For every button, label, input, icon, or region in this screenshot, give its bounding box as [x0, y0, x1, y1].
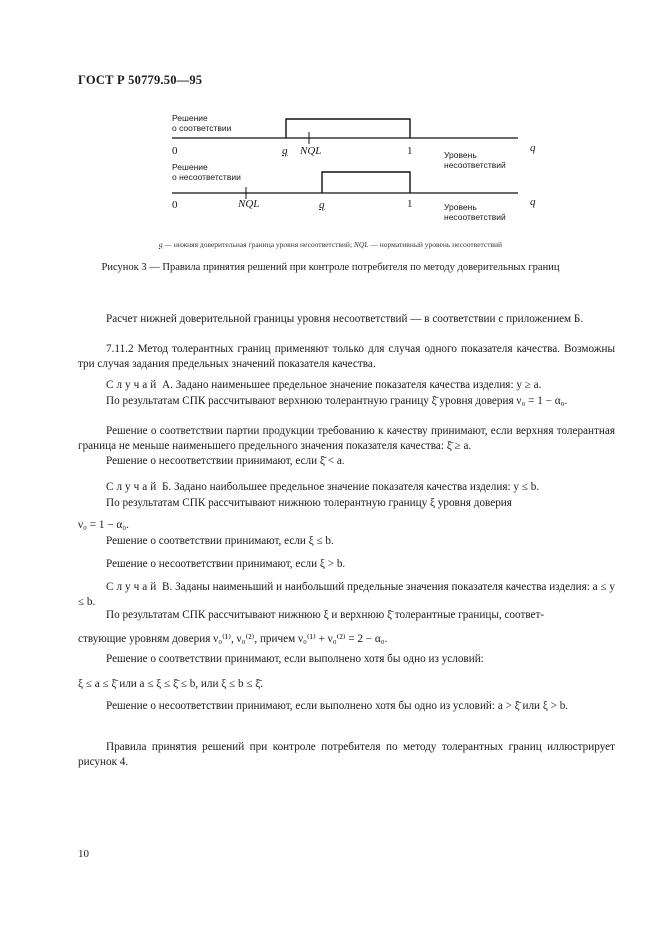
case-b-heading: Случай Б. Задано наибольшее предельное значение показателя качества изделия: y ≤ b. — [106, 481, 540, 493]
case-b-text-2: Решение о соответствии принимают, если ξ ≤ b. — [106, 535, 334, 547]
case-c-heading: Случай В. Заданы наименьший и наибольший предельные значения показателя качества изделия: a ≤ y ≤ b. — [78, 581, 615, 608]
case-a-text-3: Решение о несоответствии принимают, если ξ̄ < a. — [106, 455, 345, 467]
row2-label: Решение о несоответствии — [172, 162, 241, 182]
row2-nql: NQL — [238, 198, 260, 210]
case-c-text-1b: ствующие уровням доверия ν₀⁽¹⁾, ν₀⁽²⁾, причем ν₀⁽¹⁾ + ν₀⁽²⁾ = 2 − α₀. — [78, 633, 388, 645]
row1-nql: NQL — [300, 145, 322, 157]
row2-one: 1 — [407, 198, 413, 210]
document-code: ГОСТ Р 50779.50—95 — [78, 73, 203, 87]
row1-one: 1 — [407, 145, 413, 157]
case-c-conditions: ξ ≤ a ≤ ξ̄ или a ≤ ξ ≤ ξ̄ ≤ b, или ξ ≤ b ≤ ξ̄. — [78, 678, 264, 690]
row1-axis-label: Уровень несоответствий — [444, 150, 506, 170]
row1-axis-var: q — [530, 142, 536, 154]
paragraph-7-11-2: 7.11.2 Метод толерантных границ применяют только для случая одного показателя качества. Возможны три случая задания предельных значений показателя качества. — [78, 343, 615, 370]
case-c-text-3: Решение о несоответствии принимают, если выполнено хотя бы одно из условий: a > ξ̄ или ξ > b. — [106, 700, 569, 712]
case-a-text-1: По результатам СПК рассчитывают верхнюю толерантную границу ξ̄ уровня доверия ν₀ = 1 − α₀. — [106, 395, 568, 407]
case-a-heading: Случай А. Задано наименьшее предельное значение показателя качества изделия: y ≥ a. — [106, 379, 542, 391]
row1-zero: 0 — [172, 145, 178, 157]
case-c-text-1: По результатам СПК рассчитывают нижнюю ξ и верхнюю ξ̄ толерантные границы, соответ- — [106, 609, 545, 621]
case-b-text-3: Решение о несоответствии принимают, если ξ > b. — [106, 558, 346, 570]
row2-q-lower: q — [319, 199, 325, 211]
figure-caption: Рисунок 3 — Правила принятия решений при контроле потребителя по методу доверительных границ — [101, 262, 560, 273]
row1-q-lower: q — [282, 145, 288, 157]
row2-zero: 0 — [172, 199, 178, 211]
case-c-text-2: Решение о соответствии принимают, если выполнено хотя бы одно из условий: — [106, 653, 484, 665]
paragraph-annex-reference: Расчет нижней доверительной границы уровня несоответствий — в соответствии с приложением Б. — [106, 313, 584, 325]
row2-axis-var: q — [530, 196, 536, 208]
case-b-text-1b: ν₀ = 1 − α₀. — [78, 519, 129, 531]
row1-label: Решение о соответствии — [172, 113, 232, 133]
case-b-text-1: По результатам СПК рассчитывают нижнюю толерантную границу ξ уровня доверия — [106, 497, 512, 509]
case-a-text-2: Решение о соответствии партии продукции требованию к качеству принимают, если верхняя толерантная граница не меньше наименьшего предельного значения показателя качества: ξ̄ ≥ a. — [78, 425, 615, 452]
page-number: 10 — [78, 848, 89, 860]
figure-legend: q — нижняя доверительная граница уровня несоответствий; NQL — нормативный уровень несоответствий — [158, 240, 503, 249]
nonconformity-step-2 — [322, 172, 410, 193]
row2-axis-label: Уровень несоответствий — [444, 202, 506, 222]
decision-diagram — [0, 0, 661, 240]
conformity-step-1 — [286, 119, 410, 138]
paragraph-figure-4-reference: Правила принятия решений при контроле потребителя по методу толерантных границ иллюстрирует рисунок 4. — [78, 741, 615, 768]
